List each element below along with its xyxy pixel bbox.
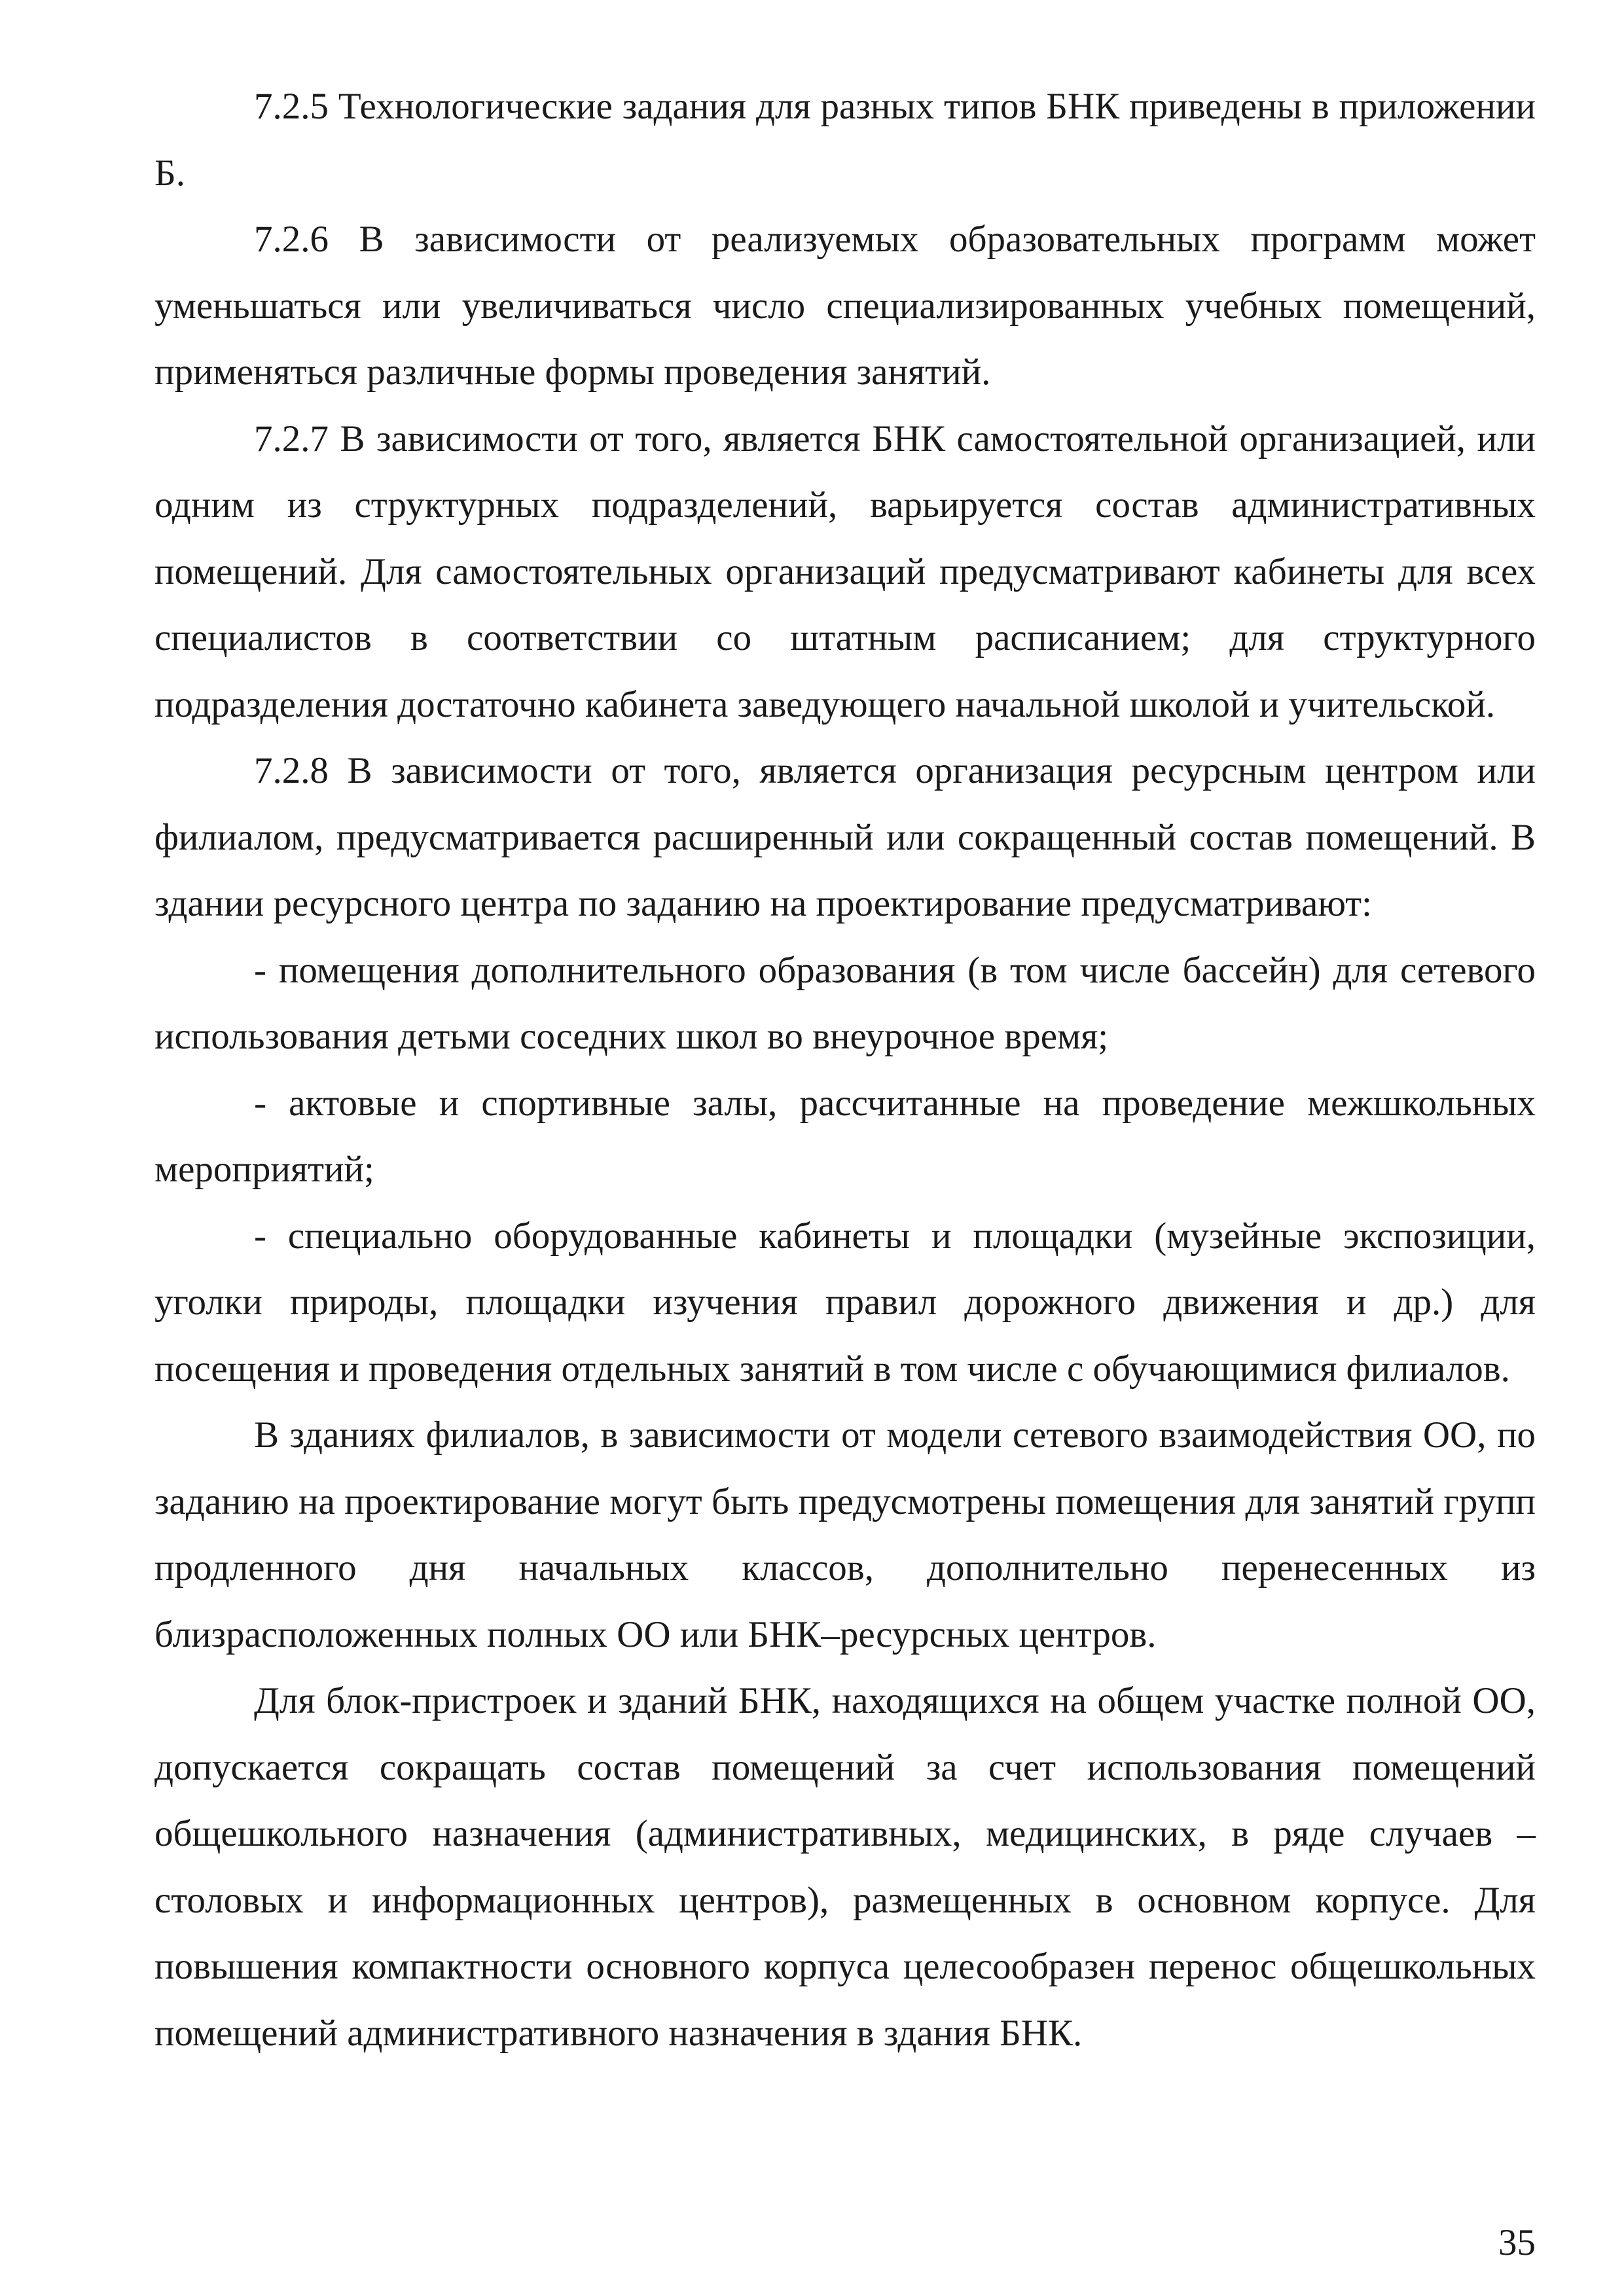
paragraph-block-extensions: Для блок-пристроек и зданий БНК, находящихся на общем участке полной ОО, допускается сокращать состав помещений за счет использования помещений общешкольного назначения (административных, медицинских, в ряде случаев – столовых и информационных центров), размещенных в основном корпусе. Для повышения компактности основного корпуса целесообразен перенос общешкольных помещений административного назначения в здания БНК. [154, 1680, 1536, 2054]
paragraph-7-2-8: 7.2.8 В зависимости от того, является организация ресурсным центром или филиалом, предусматривается расширенный или сокращенный состав помещений. В здании ресурсного центра по заданию на проектирование предусматривают: [154, 750, 1536, 924]
paragraph-branches: В зданиях филиалов, в зависимости от модели сетевого взаимодействия ОО, по заданию на проектирование могут быть предусмотрены помещения для занятий групп продленного дня начальных классов, дополнительно перенесенных из близрасположенных полных ОО или БНК–ресурсных центров. [154, 1414, 1536, 1655]
document-body [154, 73, 1536, 2066]
list-item-assembly-halls: - актовые и спортивные залы, рассчитанные на проведение межшкольных мероприятий; [154, 1082, 1536, 1190]
list-item-equipped-rooms: - специально оборудованные кабинеты и площадки (музейные экспозиции, уголки природы, площадки изучения правил дорожного движения и др.) для посещения и проведения отдельных занятий в том числе с обучающимися филиалов. [154, 1215, 1536, 1390]
page-number: 35 [1498, 2222, 1536, 2263]
list-item-additional-education: - помещения дополнительного образования (в том числе бассейн) для сетевого использования детьми соседних школ во внеурочное время; [154, 949, 1536, 1057]
paragraph-7-2-5: 7.2.5 Технологические задания для разных типов БНК приведены в приложении Б. [154, 86, 1536, 194]
paragraph-7-2-6: 7.2.6 В зависимости от реализуемых образовательных программ может уменьшаться или увеличиваться число специализированных учебных помещений, применяться различные формы проведения занятий. [154, 219, 1536, 393]
paragraph-7-2-7: 7.2.7 В зависимости от того, является БНК самостоятельной организацией, или одним из структурных подразделений, варьируется состав административных помещений. Для самостоятельных организаций предусматривают кабинеты для всех специалистов в соответствии со штатным расписанием; для структурного подразделения достаточно кабинета заведующего начальной школой и учительской. [154, 418, 1536, 725]
